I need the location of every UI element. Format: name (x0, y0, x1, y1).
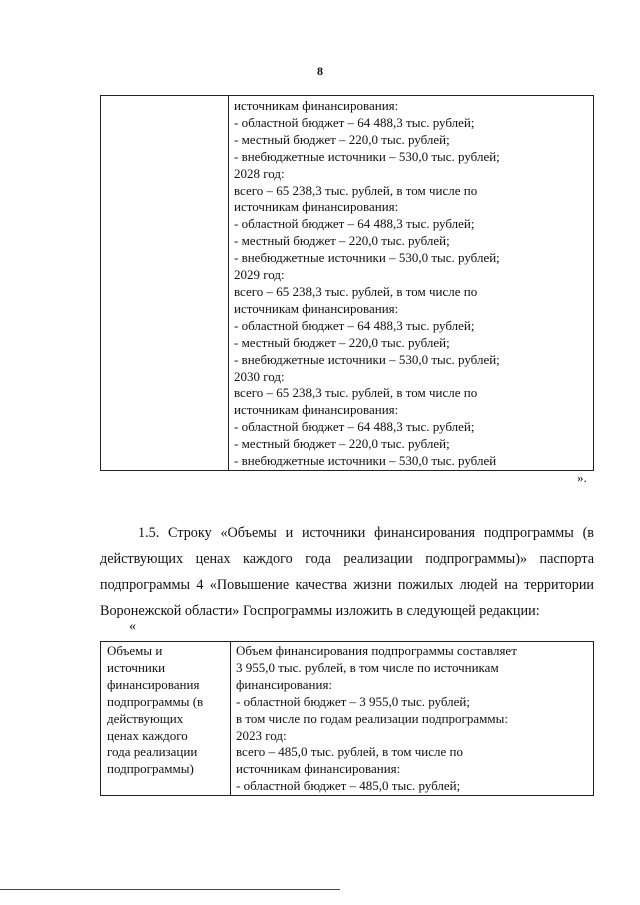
table1-line: источникам финансирования: (234, 199, 399, 215)
table1-line: - областной бюджет – 64 488,3 тыс. рублей; (234, 114, 475, 130)
table2-right-line: 3 955,0 тыс. рублей, в том числе по источникам (236, 659, 499, 675)
amendment-paragraph (100, 520, 594, 624)
table2-left-line: Объемы и (107, 643, 163, 658)
table1-right-cell (229, 96, 594, 471)
table2-right-line: всего – 485,0 тыс. рублей, в том числе по (236, 744, 463, 760)
table1-line: - местный бюджет – 220,0 тыс. рублей; (234, 131, 450, 147)
opening-quote: « (129, 619, 136, 634)
table1-left-cell (101, 96, 229, 471)
table1-line: - местный бюджет – 220,0 тыс. рублей; (234, 334, 450, 350)
financing-table-continued (100, 95, 594, 471)
table2-left-line: действующих (107, 710, 184, 726)
table2-right-line: 2023 год: (236, 727, 287, 743)
table2-left-line: ценах каждого (107, 727, 188, 743)
table1-line: - местный бюджет – 220,0 тыс. рублей; (234, 233, 450, 249)
table1-line: - областной бюджет – 64 488,3 тыс. рублей; (234, 216, 475, 232)
table1-line: 2030 год: (234, 368, 285, 384)
table1-line: - внебюджетные источники – 530,0 тыс. рублей (234, 453, 497, 469)
table1-line: источникам финансирования: (234, 300, 399, 316)
table1-line: 2029 год: (234, 267, 285, 283)
table1-line: - областной бюджет – 64 488,3 тыс. рублей; (234, 317, 475, 333)
footnote-rule (0, 889, 340, 890)
closing-quote: ». (577, 470, 587, 485)
table2-right-line: в том числе по годам реализации подпрограммы: (236, 710, 508, 726)
financing-table-new (100, 641, 594, 796)
page-number: 8 (317, 64, 323, 78)
table1-line: - местный бюджет – 220,0 тыс. рублей; (234, 436, 450, 452)
table2-right-line: финансирования: (236, 676, 333, 692)
paragraph-line: действующих ценах каждого года реализации подпрограммы)» паспорта (100, 551, 594, 567)
table2-left-line: источники (107, 659, 166, 675)
table2-right-line: - областной бюджет – 3 955,0 тыс. рублей; (236, 693, 470, 709)
table1-line: - внебюджетные источники – 530,0 тыс. рублей; (234, 148, 500, 164)
paragraph-line: подпрограммы 4 «Повышение качества жизни пожилых людей на территории (100, 577, 594, 593)
table2-right-line: Объем финансирования подпрограммы составляет (236, 643, 517, 658)
table1-line: - внебюджетные источники – 530,0 тыс. рублей; (234, 351, 500, 367)
table1-line: 2028 год: (234, 165, 285, 181)
paragraph-line: Воронежской области» Госпрограммы изложить в следующей редакции: (100, 603, 540, 619)
table2-left-line: подпрограммы) (107, 761, 194, 777)
table1-line: - областной бюджет – 64 488,3 тыс. рублей; (234, 419, 475, 435)
table2-left-line: финансирования (107, 676, 200, 692)
table2-right-line: источникам финансирования: (236, 761, 401, 777)
table2-left-line: года реализации (107, 744, 198, 760)
table1-line: всего – 65 238,3 тыс. рублей, в том числе по (234, 182, 478, 198)
table2-right-line: - областной бюджет – 485,0 тыс. рублей; (236, 778, 461, 794)
table2-right-cell (231, 642, 594, 796)
paragraph-line: 1.5. Строку «Объемы и источники финансирования подпрограммы (в (138, 525, 594, 541)
table1-line: источникам финансирования: (234, 98, 399, 113)
table1-line: всего – 65 238,3 тыс. рублей, в том числе по (234, 385, 478, 401)
table2-left-cell (101, 642, 231, 796)
table1-line: - внебюджетные источники – 530,0 тыс. рублей; (234, 250, 500, 266)
table2-left-line: подпрограммы (в (107, 693, 204, 709)
table1-line: источникам финансирования: (234, 402, 399, 418)
table1-line: всего – 65 238,3 тыс. рублей, в том числе по (234, 283, 478, 299)
